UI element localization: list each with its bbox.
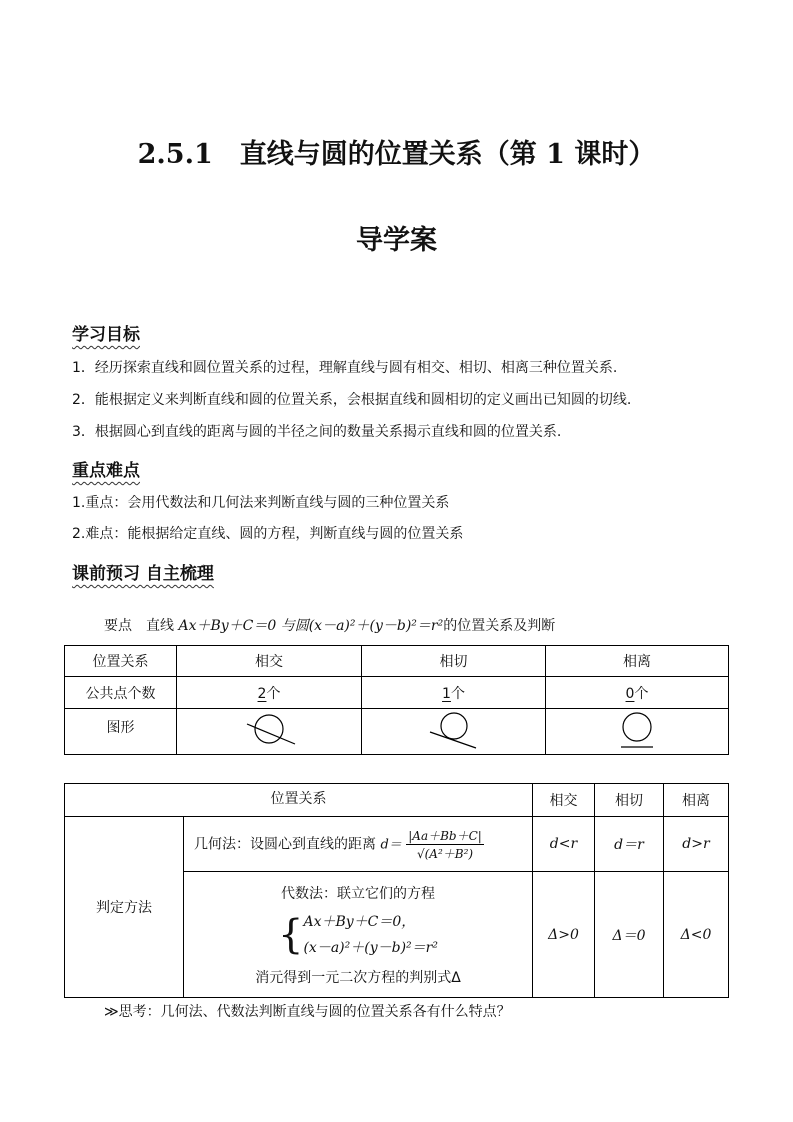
- goal-item: 2．能根据定义来判断直线和圆的位置关系，会根据直线和圆相切的定义画出已知圆的切线.: [72, 392, 632, 408]
- preview-intro: [104, 615, 555, 635]
- position-table: [64, 645, 729, 755]
- equation-system: [184, 909, 532, 961]
- geometric-result: d<r: [533, 817, 595, 872]
- section-heading-goals: 学习目标: [72, 325, 140, 345]
- points-cell: [177, 677, 362, 709]
- table2-header: 相离: [664, 784, 729, 817]
- points-value: 0: [625, 685, 635, 702]
- table1-header: 相切: [362, 646, 546, 677]
- points-unit: 个: [266, 685, 281, 702]
- table1-header: 相离: [546, 646, 729, 677]
- page-subtitle: 导学案: [356, 225, 437, 256]
- intersect-circle-icon: [239, 710, 299, 750]
- separate-circle-icon: [607, 710, 667, 750]
- key-item: 2.难点：能根据给定直线、圆的方程，判断直线与圆的位置关系: [72, 526, 464, 542]
- points-label: 公共点个数: [65, 677, 177, 709]
- figure-intersect: [177, 709, 362, 755]
- section-heading-preview: 课前预习 自主梳理: [72, 564, 214, 584]
- geometric-result: d＝r: [595, 817, 664, 872]
- points-unit: 个: [450, 685, 465, 702]
- method-table: [64, 783, 729, 998]
- points-unit: 个: [634, 685, 649, 702]
- algebraic-result: Δ<0: [664, 872, 729, 998]
- geometric-text: 几何法：设圆心到直线的距离: [194, 836, 376, 852]
- figure-tangent: [362, 709, 546, 755]
- method-label: 判定方法: [65, 817, 184, 998]
- fraction-numerator: |Aa＋Bb＋C|: [408, 828, 482, 843]
- key-item: 1.重点：会用代数法和几何法来判断直线与圆的三种位置关系: [72, 495, 450, 511]
- brace-icon: {: [278, 911, 304, 958]
- goal-item: 1．经历探索直线和圆位置关系的过程，理解直线与圆有相交、相切、相离三种位置关系.: [72, 360, 618, 376]
- points-cell: [362, 677, 546, 709]
- table2-header: 位置关系: [65, 784, 533, 817]
- goal-item: 3．根据圆心到直线的距离与圆的半径之间的数量关系揭示直线和圆的位置关系.: [72, 424, 562, 440]
- page-title: 2.5.1 直线与圆的位置关系（第 1 课时）: [137, 139, 656, 170]
- table2-header: 相交: [533, 784, 595, 817]
- algebraic-result: Δ>0: [533, 872, 595, 998]
- table1-header: 相交: [177, 646, 362, 677]
- figure-label: 图形: [65, 709, 177, 755]
- think-question: ≫思考：几何法、代数法判断直线与圆的位置关系各有什么特点？: [104, 1004, 511, 1020]
- section-heading-key: 重点难点: [72, 461, 140, 481]
- geometric-result: d>r: [664, 817, 729, 872]
- tangent-circle-icon: [424, 710, 484, 750]
- figure-separate: [546, 709, 729, 755]
- table1-header: 位置关系: [65, 646, 177, 677]
- equation-line: (x－a)²＋(y－b)²＝r²: [303, 939, 438, 956]
- distance-prefix: d＝: [380, 837, 402, 852]
- intro-expression: Ax＋By＋C＝0 与圆(x－a)²＋(y－b)²＝r²: [178, 618, 444, 634]
- intro-tail: 的位置关系及判断: [443, 618, 556, 634]
- points-value: 1: [442, 685, 451, 702]
- algebraic-text: 代数法：联立它们的方程: [281, 885, 435, 902]
- algebraic-result: Δ＝0: [595, 872, 664, 998]
- points-value: 2: [257, 685, 267, 702]
- fraction-denominator: √(A²＋B²): [416, 846, 474, 861]
- distance-fraction: [406, 827, 484, 862]
- algebraic-tail: 消元得到一元二次方程的判别式Δ: [255, 969, 461, 986]
- geometric-cell: [184, 817, 533, 872]
- table2-header: 相切: [595, 784, 664, 817]
- points-cell: [546, 677, 729, 709]
- algebraic-cell: [184, 872, 533, 998]
- intro-label: 要点 直线: [104, 618, 174, 634]
- equation-line: Ax＋By＋C＝0，: [303, 913, 416, 930]
